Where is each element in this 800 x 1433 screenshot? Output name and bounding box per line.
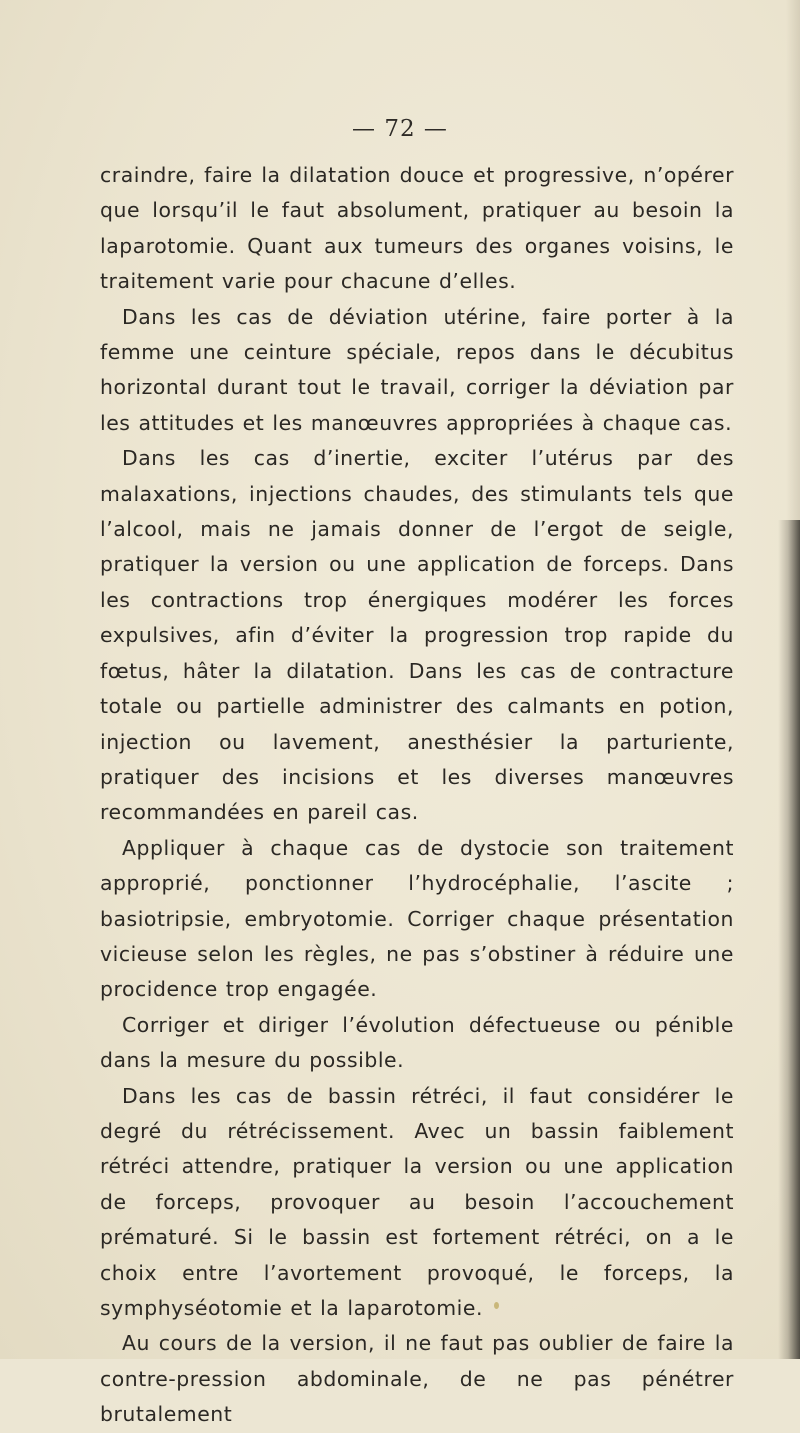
page-edge-shadow — [778, 520, 800, 1359]
body-text — [100, 158, 734, 1433]
paragraph-6: Dans les cas de bassin rétréci, il faut considérer le degré du rétrécissement. Avec un bassin faiblement rétréci attendre, pratiquer la version ou une application de forceps, provoquer au besoin l’accouchement prématuré. Si le bassin est fortement rétréci, on a le choix entre l’avortement provoqué, le forceps, la symphyséotomie et la laparotomie. — [100, 1083, 734, 1320]
paragraph-7: Au cours de la version, il ne faut pas oublier de faire la contre-pression abdominale, de ne pas pénétrer brutalement — [100, 1331, 734, 1427]
page-number: — 72 — — [352, 116, 448, 142]
paragraph-1: craindre, faire la dilatation douce et progressive, n’opérer que lorsqu’il le faut absolument, pratiquer au besoin la laparotomie. Quant aux tumeurs des organes voisins, le traitement varie pour chacune d’elles. — [100, 163, 734, 294]
paragraph-5: Corriger et diriger l’évolution défectueuse ou pénible dans la mesure du possible. — [100, 1012, 734, 1073]
paragraph-4: Appliquer à chaque cas de dystocie son traitement approprié, ponctionner l’hydrocéphalie, l’ascite ; basiotripsie, embryotomie. Corriger chaque présentation vicieuse selon les règles, ne pas s’obstiner à réduire une procidence trop engagée. — [100, 835, 734, 1002]
paragraph-3: Dans les cas d’inertie, exciter l’utérus par des malaxations, injections chaudes, des stimulants tels que l’alcool, mais ne jamais donner de l’ergot de seigle, pratiquer la version ou une application de forceps. Dans les contractions trop énergiques modérer les forces expulsives, afin d’éviter la progression trop rapide du fœtus, hâter la dilatation. Dans les cas de contracture totale ou partielle administrer des calmants en potion, injection ou lavement, anesthésier la parturiente, pratiquer des incisions et les diverses manœuvres recommandées en pareil cas. — [100, 446, 734, 825]
paper-speck — [494, 1302, 499, 1309]
paragraph-2: Dans les cas de déviation utérine, faire porter à la femme une ceinture spéciale, repos dans le décubitus horizontal durant tout le travail, corriger la déviation par les attitudes et les manœuvres appropriées à chaque cas. — [100, 304, 734, 435]
page-edge-shadow-top — [786, 0, 800, 520]
